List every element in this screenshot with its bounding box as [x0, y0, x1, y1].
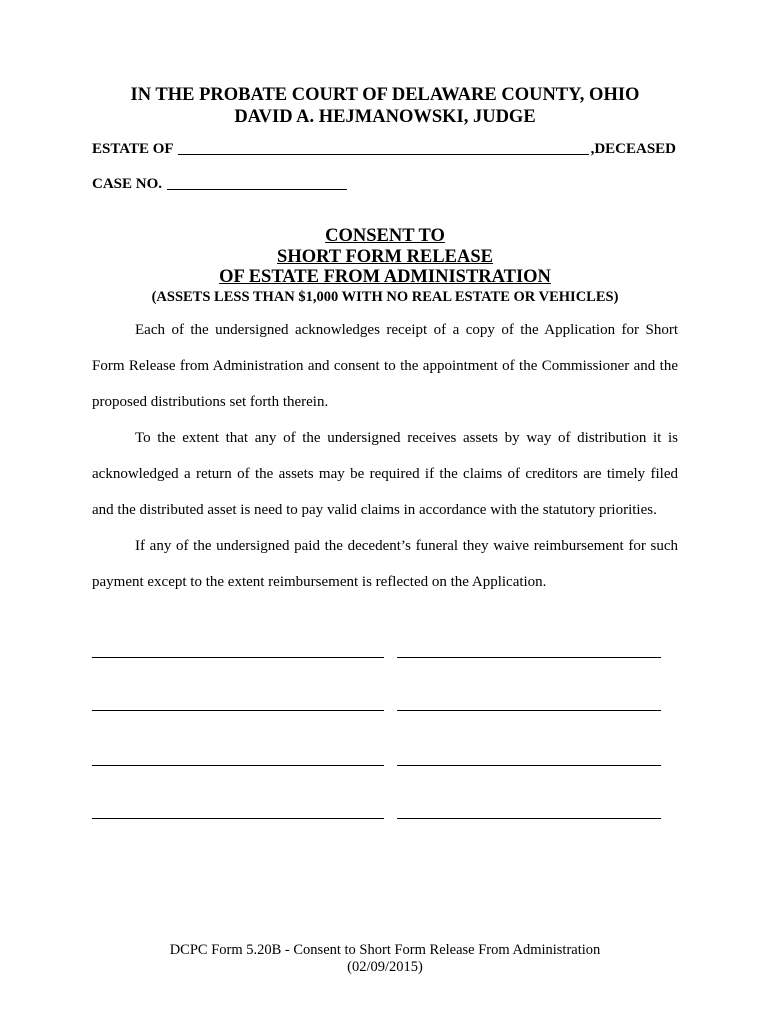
form-footer: [0, 942, 770, 976]
paragraph-distribution: [92, 420, 678, 528]
paragraph-receipt-text: Each of the undersigned acknowledges receipt of a copy of the Application for Short Form Release from Administration and consent to the appointment of the Commissioner and the proposed distributions set forth therein.: [92, 322, 678, 410]
paragraph-funeral: [92, 528, 678, 600]
paragraph-receipt: [92, 312, 678, 420]
case-number-row: [92, 175, 347, 193]
paragraph-distribution-text: To the extent that any of the undersigned receives assets by way of distribution it is acknowledged a return of the assets may be required if the claims of creditors are timely filed and the distributed asset is need to pay valid claims in accordance with the statutory priorities.: [92, 430, 678, 518]
title-line-1: CONSENT TO: [325, 226, 445, 246]
paragraph-funeral-text: If any of the undersigned paid the decedent’s funeral they waive reimbursement for such payment except to the extent reimbursement is reflected on the Application.: [92, 538, 678, 590]
title-line-2: SHORT FORM RELEASE: [277, 247, 493, 267]
court-name: IN THE PROBATE COURT OF DELAWARE COUNTY, OHIO: [130, 85, 640, 105]
signature-line[interactable]: [92, 657, 384, 658]
signature-line[interactable]: [92, 818, 384, 819]
deceased-label: ,DECEASED: [590, 141, 676, 157]
estate-of-row: [92, 140, 676, 158]
judge-name: DAVID A. HEJMANOWSKI, JUDGE: [234, 107, 536, 127]
signature-line[interactable]: [92, 710, 384, 711]
signature-line[interactable]: [397, 710, 661, 711]
signature-line[interactable]: [92, 765, 384, 766]
court-header: [0, 84, 770, 128]
signature-line[interactable]: [397, 765, 661, 766]
estate-name-field[interactable]: [178, 140, 589, 155]
case-number-field[interactable]: [167, 175, 347, 190]
footer-form-name: DCPC Form 5.20B - Consent to Short Form Release From Administration: [169, 942, 601, 958]
signature-line[interactable]: [397, 818, 661, 819]
estate-of-label: ESTATE OF: [92, 141, 174, 157]
case-number-label: CASE NO.: [92, 176, 163, 192]
form-subtitle: (ASSETS LESS THAN $1,000 WITH NO REAL ESTATE OR VEHICLES): [151, 289, 619, 305]
title-line-3: OF ESTATE FROM ADMINISTRATION: [219, 267, 551, 287]
footer-date: (02/09/2015): [347, 959, 423, 975]
signature-line[interactable]: [397, 657, 661, 658]
